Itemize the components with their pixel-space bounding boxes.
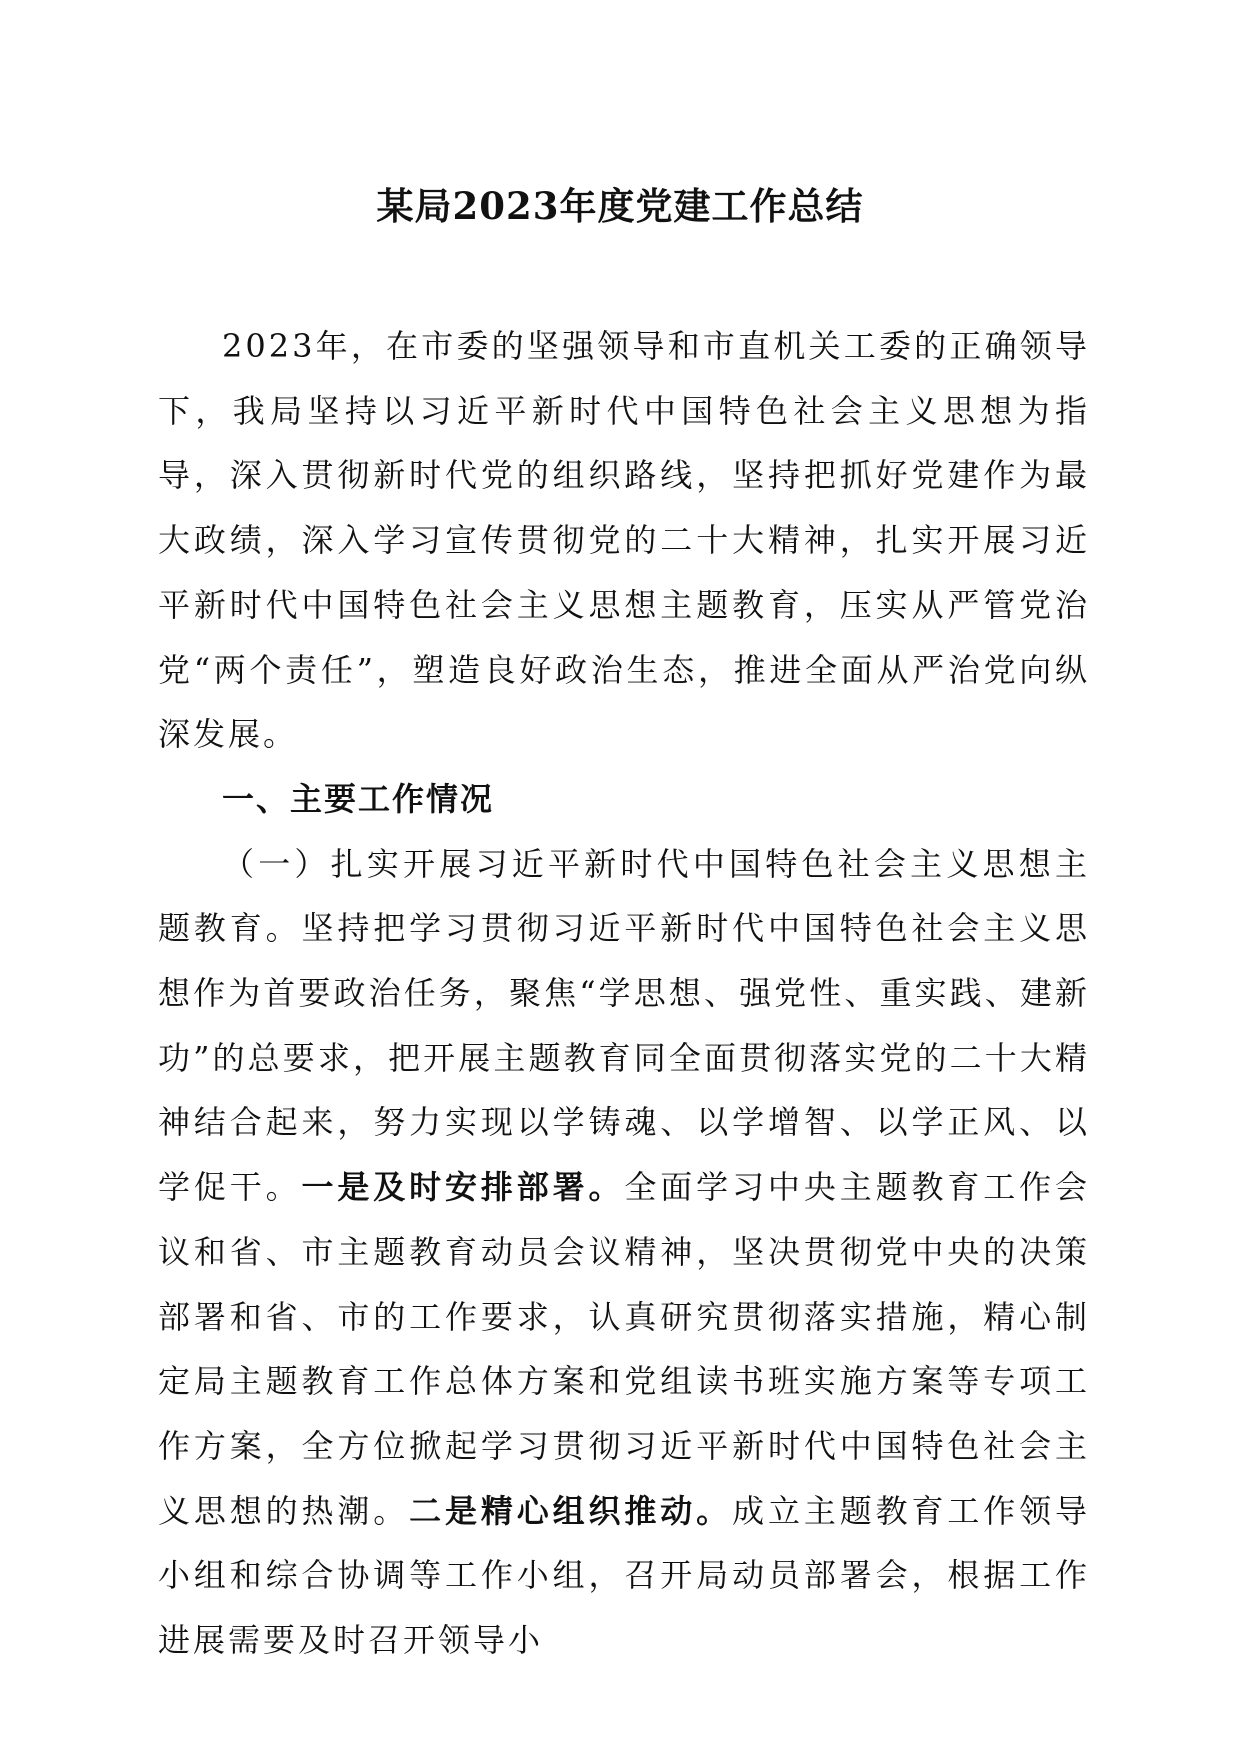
section-heading-main-work: 一、主要工作情况 bbox=[222, 779, 495, 818]
document-body bbox=[158, 314, 1090, 1673]
intro-paragraph: 2023年，在市委的坚强领导和市直机关工委的正确领导下，我局坚持以习近平新时代中国特色社会主义思想为指导，深入贯彻新时代党的组织路线，坚持把抓好党建作为最大政绩，深入学习宣传贯彻党的二十大精神，扎实开展习近平新时代中国特色社会主义思想主题教育，压实从严管党治党“两个责任”，塑造良好政治生态，推进全面从严治党向纵深发展。 bbox=[158, 327, 1090, 754]
point1-text: 全面学习中央主题教育工作会议和省、市主题教育动员会议精神，坚决贯彻党中央的决策部署和省、市的工作要求，认真研究贯彻落实措施，精心制定局主题教育工作总体方案和党组读书班实施方案等专项工作方案，全方位掀起学习贯彻习近平新时代中国特色社会主义思想的热潮。 bbox=[158, 1168, 1090, 1530]
point2-label: 二是精心组织推动。 bbox=[409, 1491, 733, 1530]
subsection-lead-text: （一）扎实开展习近平新时代中国特色社会主义思想主题教育。坚持把学习贯彻习近平新时代中国特色社会主义思想作为首要政治任务，聚焦“学思想、强党性、重实践、建新功”的总要求，把开展主题教育同全面贯彻落实党的二十大精神结合起来，努力实现以学铸魂、以学增智、以学正风、以学促干。 bbox=[158, 844, 1090, 1207]
subsection-paragraph bbox=[158, 832, 1090, 1673]
point2-text: 成立主题教育工作领导小组和综合协调等工作小组，召开局动员部署会，根据工作进展需要及时召开领导小 bbox=[158, 1491, 1090, 1660]
point1-label: 一是及时安排部署。 bbox=[301, 1168, 625, 1207]
document-title: 某局2023年度党建工作总结 bbox=[376, 184, 864, 228]
